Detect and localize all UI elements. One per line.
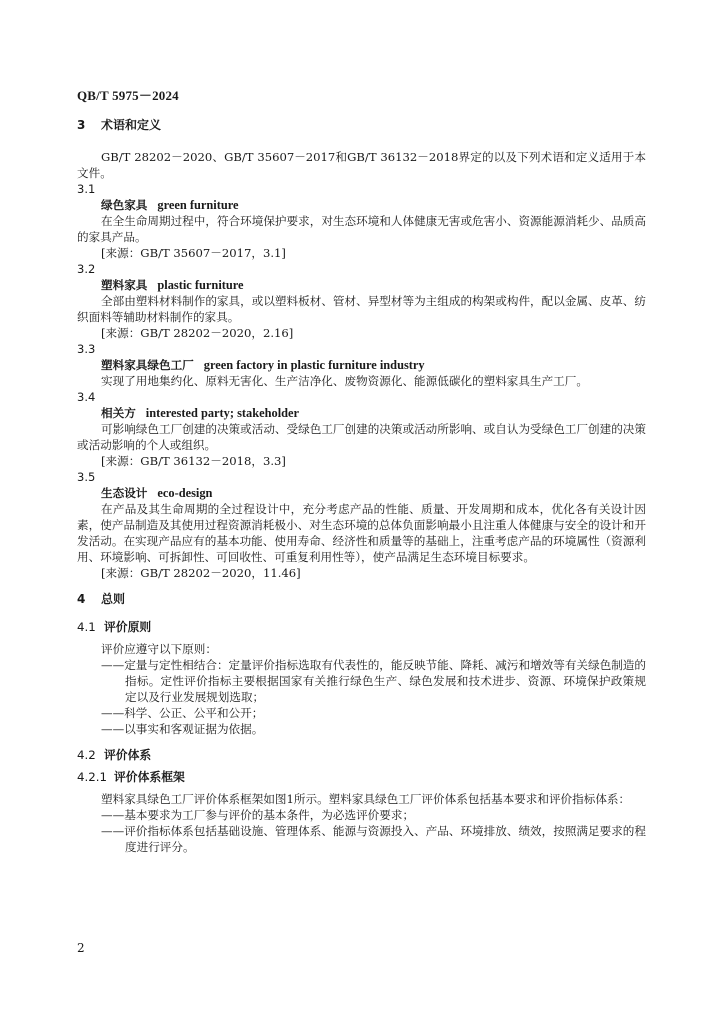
standard-number: QB/T 5975－2024 bbox=[77, 88, 179, 103]
term-en: interested party; stakeholder bbox=[145, 406, 300, 420]
term-zh: 相关方 bbox=[101, 406, 136, 420]
section-4-heading bbox=[77, 591, 646, 609]
term-number: 3.3 bbox=[77, 342, 96, 356]
term-title bbox=[101, 405, 646, 421]
subsection-number: 4.2.1 bbox=[77, 770, 108, 784]
section-title: 术语和定义 bbox=[101, 118, 162, 132]
term-source: [来源：GB/T 28202－2020，11.46] bbox=[101, 566, 301, 580]
term-definition: 全部由塑料材料制作的家具，或以塑料板材、管材、异型材等为主组成的构架或构件，配以金属、皮革、纺织面料等辅助材料制作的家具。 bbox=[77, 294, 646, 324]
page-number: 2 bbox=[77, 941, 85, 955]
term-definition: 在产品及其生命周期的全过程设计中，充分考虑产品的性能、质量、开发周期和成本，优化各有关设计因素，使产品制造及其使用过程资源消耗极小、对生态环境的总体负面影响最小且注重人体健康与安全的设计和开发活动。在实现产品应有的基本功能、使用寿命、经济性和质量等的基础上，注重考虑产品的环境属性（资源利用、环境影响、可拆卸性、可回收性、可重复利用性等），使产品满足生态环境目标要求。 bbox=[77, 502, 646, 564]
term-number: 3.2 bbox=[77, 262, 96, 276]
term-title bbox=[101, 357, 646, 373]
list-item: ——基本要求为工厂参与评价的基本条件，为必选评价要求； bbox=[101, 808, 415, 822]
term-en: green factory in plastic furniture industry bbox=[203, 358, 425, 372]
term-zh: 生态设计 bbox=[101, 486, 148, 500]
section-3-intro: GB/T 28202－2020、GB/T 35607－2017和GB/T 36132－2018界定的以及下列术语和定义适用于本文件。 bbox=[77, 150, 646, 180]
term-definition: 可影响绿色工厂创建的决策或活动、受绿色工厂创建的决策或活动所影响、或自认为受绿色工厂创建的决策或活动影响的个人或组织。 bbox=[77, 422, 646, 452]
subsection-title: 评价体系框架 bbox=[114, 770, 185, 784]
section-number: 4 bbox=[77, 592, 86, 606]
term-zh: 塑料家具绿色工厂 bbox=[101, 358, 194, 372]
section-number: 3 bbox=[77, 118, 86, 132]
term-definition: 在全生命周期过程中，符合环境保护要求，对生态环境和人体健康无害或危害小、资源能源消耗少、品质高的家具产品。 bbox=[77, 214, 646, 244]
term-source: [来源：GB/T 35607－2017，3.1] bbox=[101, 246, 286, 260]
term-title bbox=[101, 485, 646, 501]
subsection-4-2-heading bbox=[77, 747, 646, 763]
subsection-intro: 评价应遵守以下原则： bbox=[101, 642, 217, 656]
term-number: 3.5 bbox=[77, 470, 96, 484]
list-item: ——科学、公正、公平和公开； bbox=[101, 706, 264, 720]
section-title: 总则 bbox=[101, 592, 126, 606]
list-item: ——以事实和客观证据为依据。 bbox=[101, 722, 264, 736]
section-3-heading bbox=[77, 117, 646, 135]
subsection-title: 评价原则 bbox=[104, 620, 152, 634]
term-en: green furniture bbox=[157, 198, 239, 212]
term-en: plastic furniture bbox=[157, 278, 244, 292]
term-zh: 绿色家具 bbox=[101, 198, 148, 212]
term-number: 3.4 bbox=[77, 390, 96, 404]
subsection-title: 评价体系 bbox=[104, 748, 152, 762]
subsection-number: 4.2 bbox=[77, 748, 96, 762]
page-content bbox=[77, 117, 646, 855]
subsection-4-1-heading bbox=[77, 619, 646, 635]
list-item: ——定量与定性相结合：定量评价指标选取有代表性的，能反映节能、降耗、减污和增效等有关绿色制造的指标。定性评价指标主要根据国家有关推行绿色生产、绿色发展和技术进步、资源、环境保护政策规定以及行业发展规划选取； bbox=[101, 658, 646, 704]
term-source: [来源：GB/T 36132－2018，3.3] bbox=[101, 454, 286, 468]
term-definition: 实现了用地集约化、原料无害化、生产洁净化、废物资源化、能源低碳化的塑料家具生产工厂。 bbox=[101, 374, 588, 388]
subsection-intro: 塑料家具绿色工厂评价体系框架如图1所示。塑料家具绿色工厂评价体系包括基本要求和评价指标体系： bbox=[101, 792, 631, 806]
term-title bbox=[101, 197, 646, 213]
subsection-4-2-1-heading bbox=[77, 769, 646, 785]
list-item: ——评价指标体系包括基础设施、管理体系、能源与资源投入、产品、环境排放、绩效，按照满足要求的程度进行评分。 bbox=[101, 824, 646, 854]
term-source: [来源：GB/T 28202－2020，2.16] bbox=[101, 326, 294, 340]
term-en: eco-design bbox=[157, 486, 213, 500]
term-number: 3.1 bbox=[77, 182, 96, 196]
subsection-number: 4.1 bbox=[77, 620, 96, 634]
term-zh: 塑料家具 bbox=[101, 278, 148, 292]
term-title bbox=[101, 277, 646, 293]
